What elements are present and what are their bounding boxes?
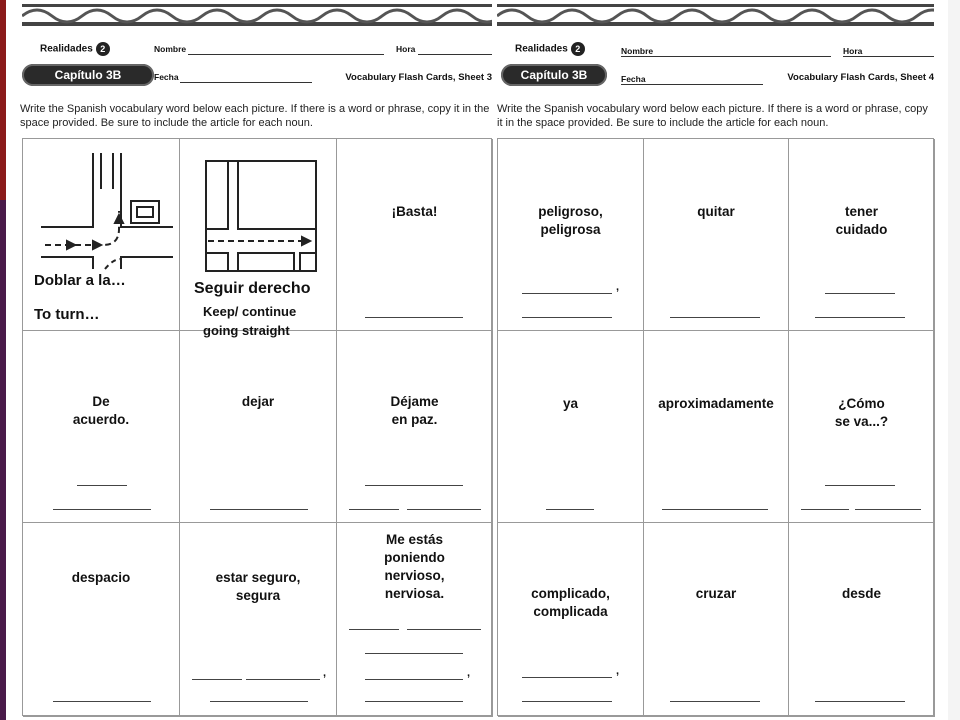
flashcard xyxy=(180,523,337,717)
left-edge-red-bar xyxy=(0,0,6,200)
answer-line xyxy=(815,317,905,318)
answer-line xyxy=(365,701,463,702)
answer-line xyxy=(210,701,308,702)
vocab-word: desde xyxy=(841,586,882,601)
hora-line xyxy=(843,56,934,57)
vocab-word: ya xyxy=(562,396,579,411)
vocab-word: Déjame en paz. xyxy=(390,394,439,427)
chapter-badge: Capítulo 3B xyxy=(22,64,154,86)
flashcard xyxy=(180,331,337,523)
vocab-word: despacio xyxy=(71,570,131,585)
sheet-title: Vocabulary Flash Cards, Sheet 4 xyxy=(787,72,934,83)
comma-mark: , xyxy=(616,665,620,677)
worksheet-sheet-3 xyxy=(22,0,492,720)
nombre-line xyxy=(188,54,384,55)
answer-line xyxy=(855,509,921,510)
answer-line xyxy=(192,679,242,680)
answer-line xyxy=(670,317,760,318)
fecha-label: Fecha xyxy=(621,74,646,84)
flashcard-grid xyxy=(497,138,934,716)
annotation-to-turn: To turn… xyxy=(34,306,100,323)
flashcard xyxy=(23,139,180,331)
nombre-line xyxy=(621,56,831,57)
answer-line xyxy=(77,485,127,486)
worksheet-sheet-4 xyxy=(497,0,934,720)
answer-line xyxy=(349,629,399,630)
answer-line xyxy=(815,701,905,702)
nombre-label: Nombre xyxy=(154,44,187,54)
answer-line xyxy=(365,317,463,318)
sheet-title: Vocabulary Flash Cards, Sheet 3 xyxy=(345,72,492,83)
flashcard xyxy=(498,523,644,717)
answer-line xyxy=(522,701,612,702)
answer-line xyxy=(210,509,308,510)
fecha-line xyxy=(621,84,763,85)
annotation-seguir: Seguir derecho xyxy=(194,280,311,297)
answer-line xyxy=(825,485,895,486)
answer-line xyxy=(801,509,849,510)
level-badge: 2 xyxy=(96,42,110,56)
realidades-label: Realidades 2 xyxy=(40,42,110,56)
flashcard xyxy=(337,523,493,717)
vocab-word: tener cuidado xyxy=(835,204,888,237)
vocab-word: estar seguro, segura xyxy=(215,570,301,603)
answer-line xyxy=(662,509,768,510)
level-badge: 2 xyxy=(571,42,585,56)
flashcard xyxy=(337,331,493,523)
ornamental-border-top xyxy=(22,4,492,30)
hora-label: Hora xyxy=(396,44,416,54)
answer-line xyxy=(365,653,463,654)
flashcard xyxy=(23,331,180,523)
flashcard xyxy=(23,523,180,717)
worksheet-header xyxy=(497,34,934,94)
ornamental-border-top xyxy=(497,4,934,30)
answer-line xyxy=(365,679,463,680)
vocab-word: aproximadamente xyxy=(658,396,774,411)
annotation-going-straight: going straight xyxy=(203,323,290,338)
vocab-word: complicado, complicada xyxy=(531,586,610,619)
flashcard xyxy=(789,139,935,331)
flashcard xyxy=(789,523,935,717)
instructions: Write the Spanish vocabulary word below each picture. If there is a word or phrase, copy it in the space provided. Be sure to include the article for each noun. xyxy=(20,103,490,129)
vocab-word: cruzar xyxy=(695,586,737,601)
vocab-word: peligroso, peligrosa xyxy=(538,204,603,237)
flashcard xyxy=(498,331,644,523)
annotation-doblar: Doblar a la… xyxy=(34,272,126,289)
answer-line xyxy=(522,293,612,294)
fecha-line xyxy=(180,82,312,83)
nombre-label: Nombre xyxy=(621,46,654,56)
fecha-label: Fecha xyxy=(154,72,179,82)
answer-line xyxy=(407,629,481,630)
flashcard xyxy=(180,139,337,331)
worksheet-header xyxy=(22,34,492,94)
answer-line xyxy=(522,677,612,678)
instructions: Write the Spanish vocabulary word below each picture. If there is a word or phrase, copy it in the space provided. Be sure to include the article for each noun. xyxy=(497,103,928,129)
flashcard xyxy=(644,523,789,717)
right-edge-margin xyxy=(948,0,960,720)
answer-line xyxy=(349,509,399,510)
flashcard xyxy=(498,139,644,331)
vocab-word: De acuerdo. xyxy=(72,394,130,427)
hora-line xyxy=(418,54,492,55)
comma-mark: , xyxy=(323,667,327,679)
vocab-word: ¿Cómo se va...? xyxy=(834,396,889,429)
answer-line xyxy=(365,485,463,486)
flashcard xyxy=(789,331,935,523)
answer-line xyxy=(825,293,895,294)
vocab-word: quitar xyxy=(697,204,735,219)
flashcard xyxy=(644,331,789,523)
chapter-badge: Capítulo 3B xyxy=(501,64,607,86)
straight-road-picture xyxy=(204,159,319,274)
left-edge-purple-bar xyxy=(0,200,6,720)
vocab-word: Me estás poniendo nervioso, nerviosa. xyxy=(384,532,445,601)
vocab-word: ¡Basta! xyxy=(391,204,438,219)
answer-line xyxy=(53,701,151,702)
answer-line xyxy=(546,509,594,510)
comma-mark: , xyxy=(616,281,620,293)
intersection-turn-picture xyxy=(33,149,183,289)
vocab-word: dejar xyxy=(241,394,275,409)
flashcard xyxy=(644,139,789,331)
answer-line xyxy=(246,679,320,680)
answer-line xyxy=(53,509,151,510)
hora-label: Hora xyxy=(843,46,863,56)
realidades-label: Realidades 2 xyxy=(515,42,585,56)
flashcard xyxy=(337,139,493,331)
answer-line xyxy=(407,509,481,510)
answer-line xyxy=(522,317,612,318)
comma-mark: , xyxy=(467,667,471,679)
annotation-keep: Keep/ continue xyxy=(203,304,297,319)
flashcard-grid xyxy=(22,138,492,716)
answer-line xyxy=(670,701,760,702)
